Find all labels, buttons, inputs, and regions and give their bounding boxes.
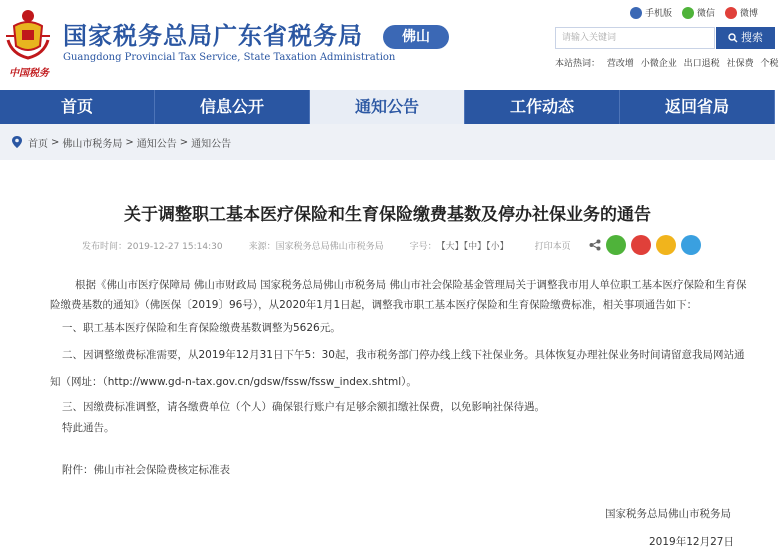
article-source: 来源：国家税务总局佛山市税务局 (248, 241, 384, 252)
signature-org: 国家税务总局佛山市税务局 (605, 508, 731, 520)
paragraph: 险缴费基数的通知》（佛医保〔2019〕96号），从2020年1月1日起，调整我市职工基本医疗保险和生育保险缴费标准，相关事项通告如下： (50, 299, 698, 311)
hot-word[interactable]: 小微企业 (640, 59, 677, 69)
signature-date: 2019年12月27日 (649, 536, 734, 548)
mobile-link[interactable]: 手机版 (630, 6, 672, 19)
org-subtitle: Guangdong Provincial Tax Service, State Taxation Administration (63, 52, 396, 63)
site-header (0, 0, 779, 90)
emblem-caption: 中国税务 (9, 68, 49, 79)
nav-item-news[interactable]: 工作动态 (465, 90, 620, 124)
breadcrumb-city[interactable]: 佛山市税务局 (62, 138, 123, 150)
weibo-link[interactable]: 微博 (725, 6, 758, 19)
nav-item-notices[interactable]: 通知公告 (310, 90, 465, 124)
breadcrumb-separator: > (179, 136, 189, 148)
breadcrumb-separator: > (51, 136, 60, 148)
nav-item-info[interactable]: 信息公开 (155, 90, 310, 124)
tax-emblem-icon (4, 6, 52, 62)
paragraph: 根据《佛山市医疗保障局 佛山市财政局 国家税务总局佛山市税务局 佛山市社会保险基金管理局关于调整我市用人单位职工基本医疗保险和生育保 (75, 279, 747, 291)
article-title: 关于调整职工基本医疗保险和生育保险缴费基数及停办社保业务的通告 (124, 205, 651, 225)
article-meta (82, 236, 701, 254)
attachment-link[interactable]: 附件：佛山市社会保险费核定标准表 (62, 464, 230, 476)
search-icon (728, 33, 738, 43)
hot-words (555, 56, 782, 69)
font-size-controls[interactable]: 【大】【中】【小】 (436, 241, 509, 252)
hot-word[interactable]: 社保费 (726, 59, 754, 69)
paragraph: 三、因缴费标准调整，请各缴费单位（个人）确保银行账户有足够余额扣缴社保费，以免影响社保待遇。 (62, 401, 545, 413)
share-qzone-icon[interactable] (656, 235, 676, 255)
wechat-link[interactable]: 微信 (682, 6, 715, 19)
top-links (630, 6, 758, 19)
nav-item-back-province[interactable]: 返回省局 (620, 90, 775, 124)
nav-item-home[interactable]: 首页 (0, 90, 155, 124)
city-badge[interactable]: 佛山 (383, 25, 449, 49)
search-input[interactable]: 请输入关键词 (555, 27, 715, 49)
breadcrumb (0, 124, 775, 160)
hot-words-label: 本站热词： (555, 59, 601, 69)
paragraph[interactable]: 知（网址：（http://www.gd-n-tax.gov.cn/gdsw/fssw/fssw_index.shtml）。 (50, 376, 417, 388)
hot-word[interactable]: 出口退税 (683, 59, 720, 69)
font-size-label: 字号： (409, 241, 437, 252)
paragraph: 二、因调整缴费标准需要，从2019年12月31日下午5：30起，我市税务部门停办线上线下社保业务。具体恢复办理社保业务时间请留意我局网站通 (62, 349, 745, 361)
share-icon[interactable] (589, 239, 601, 251)
breadcrumb-home[interactable]: 首页 (28, 138, 48, 150)
org-title[interactable]: 国家税务总局广东省税务局 (63, 22, 363, 50)
hot-word[interactable]: 个税 (760, 59, 779, 69)
share-wechat-icon[interactable] (606, 235, 626, 255)
share-qq-icon[interactable] (681, 235, 701, 255)
share-bar (589, 235, 701, 255)
search-button[interactable]: 搜索 (716, 27, 775, 49)
main-nav (0, 90, 775, 124)
weibo-icon (725, 7, 737, 19)
location-pin-icon (12, 136, 22, 148)
publish-time: 发布时间：2019-12-27 15:14:30 (82, 241, 223, 252)
breadcrumb-notices[interactable]: 通知公告 (136, 138, 177, 150)
paragraph: 一、职工基本医疗保险和生育保险缴费基数调整为5626元。 (62, 322, 341, 334)
breadcrumb-current[interactable]: 通知公告 (191, 138, 232, 150)
print-button[interactable]: 打印本页 (534, 241, 571, 252)
hot-word[interactable]: 营改增 (606, 59, 634, 69)
paragraph: 特此通告。 (62, 422, 115, 434)
wechat-icon (682, 7, 694, 19)
share-weibo-icon[interactable] (631, 235, 651, 255)
breadcrumb-separator: > (125, 136, 134, 148)
mobile-icon (630, 7, 642, 19)
